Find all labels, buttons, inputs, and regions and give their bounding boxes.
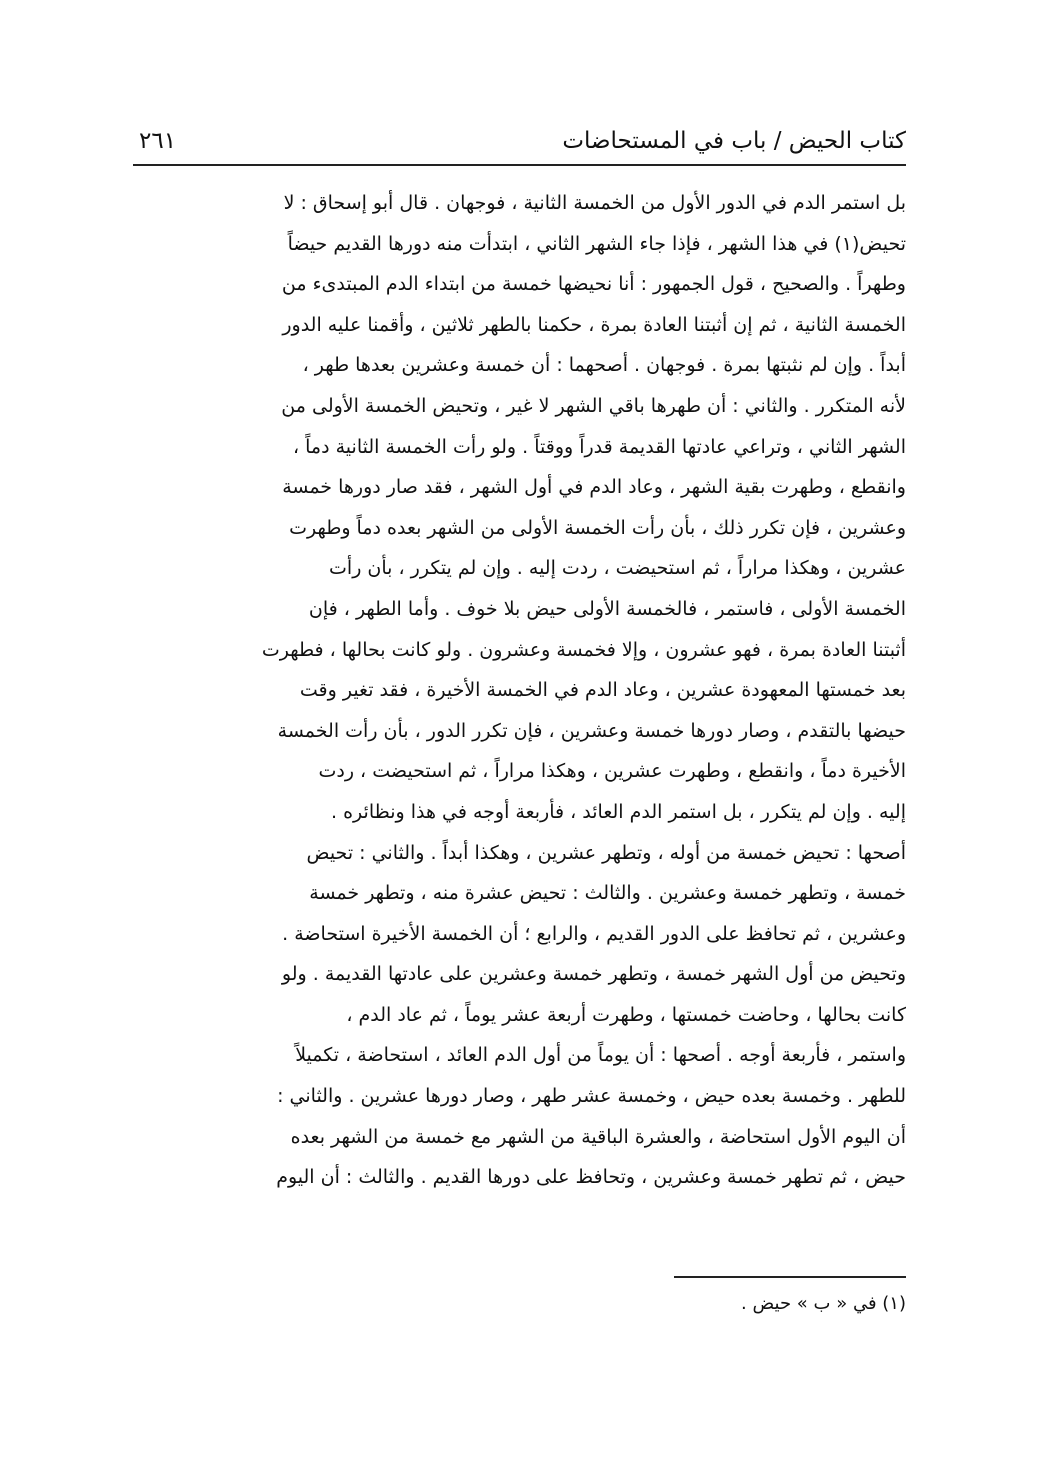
body-line: وعشرين ، ثم تحافظ على الدور القديم ، والرابع ؛ أن الخمسة الأخيرة استحاضة . — [282, 922, 906, 945]
body-line: حيض ، ثم تطهر خمسة وعشرين ، وتحافظ على دورها القديم . والثالث : أن اليوم — [276, 1166, 906, 1189]
body-line: أصحها : تحيض خمسة من أوله ، وتطهر عشرين ، وهكذا أبداً . والثاني : تحيض — [306, 841, 906, 864]
body-line: أثبتنا العادة بمرة ، فهو عشرون ، وإلا فخمسة وعشرون . ولو كانت بحالها ، فطهرت — [261, 638, 906, 661]
body-text — [133, 183, 906, 1198]
body-line: لأنه المتكرر . والثاني : أن طهرها باقي الشهر لا غير ، وتحيض الخمسة الأولى من — [281, 394, 906, 417]
body-line: تحيض(١) في هذا الشهر ، فإذا جاء الشهر الثاني ، ابتدأت منه دورها القديم حيضاً — [287, 232, 906, 255]
footnote-rule — [674, 1276, 906, 1278]
footnote: (١) في « ب » حيض . — [741, 1293, 906, 1314]
header-rule — [133, 164, 906, 166]
page-number: ٢٦١ — [139, 128, 177, 154]
body-line: وطهراً . والصحيح ، قول الجمهور : أنا نحيضها خمسة من ابتداء الدم المبتدىء من — [281, 273, 906, 296]
body-line: الأخيرة دماً ، وانقطع ، وطهرت عشرين ، وهكذا مراراً ، ثم استحيضت ، ردت — [318, 760, 906, 783]
body-line: خمسة ، وتطهر خمسة وعشرين . والثالث : تحيض عشرة منه ، وتطهر خمسة — [309, 882, 906, 905]
running-header — [133, 118, 906, 162]
body-line: للطهر . وخمسة بعده حيض ، وخمسة عشر طهر ، وصار دورها عشرين . والثاني : — [277, 1085, 906, 1108]
body-line: بل استمر الدم في الدور الأول من الخمسة الثانية ، فوجهان . قال أبو إسحاق : لا — [283, 192, 906, 214]
body-line: كانت بحالها ، وحاضت خمستها ، وطهرت أربعة عشر يوماً ، ثم عاد الدم ، — [346, 1003, 906, 1026]
body-line: عشرين ، وهكذا مراراً ، ثم استحيضت ، ردت إليه . وإن لم يتكرر ، بأن رأت — [329, 557, 906, 580]
body-line: إليه . وإن لم يتكرر ، بل استمر الدم العائد ، فأربعة أوجه في هذا ونظائره . — [331, 800, 906, 823]
body-line: بعد خمستها المعهودة عشرين ، وعاد الدم في الخمسة الأخيرة ، فقد تغير وقت — [299, 679, 906, 702]
body-line: الشهر الثاني ، وتراعي عادتها القديمة قدراً ووقتاً . ولو رأت الخمسة الثانية دماً ، — [292, 435, 906, 458]
body-line: أن اليوم الأول استحاضة ، والعشرة الباقية من الشهر مع خمسة من الشهر بعده — [290, 1125, 906, 1148]
body-line: الخمسة الأولى ، فاستمر ، فالخمسة الأولى حيض بلا خوف . وأما الطهر ، فإن — [308, 597, 906, 620]
body-line: أبداً . وإن لم نثبتها بمرة . فوجهان . أصحهما : أن خمسة وعشرين بعدها طهر ، — [302, 354, 906, 377]
body-line: واستمر ، فأربعة أوجه . أصحها : أن يوماً من أول الدم العائد ، استحاضة ، تكميلاً — [295, 1044, 906, 1067]
body-line: وتحيض من أول الشهر خمسة ، وتطهر خمسة وعشرين على عادتها القديمة . ولو — [281, 963, 906, 986]
body-line: وانقطع ، وطهرت بقية الشهر ، وعاد الدم في أول الشهر ، فقد صار دورها خمسة — [282, 476, 906, 499]
body-line: الخمسة الثانية ، ثم إن أثبتنا العادة بمرة ، حكمنا بالطهر ثلاثين ، وأقمنا عليه الدور — [282, 313, 906, 336]
body-line: وعشرين ، فإن تكرر ذلك ، بأن رأت الخمسة الأولى من الشهر بعده دماً وطهرت — [289, 516, 906, 539]
header-title: كتاب الحيض / باب في المستحاضات — [562, 128, 906, 154]
body-line: حيضها بالتقدم ، وصار دورها خمسة وعشرين ، فإن تكرر الدور ، بأن رأت الخمسة — [277, 719, 906, 742]
